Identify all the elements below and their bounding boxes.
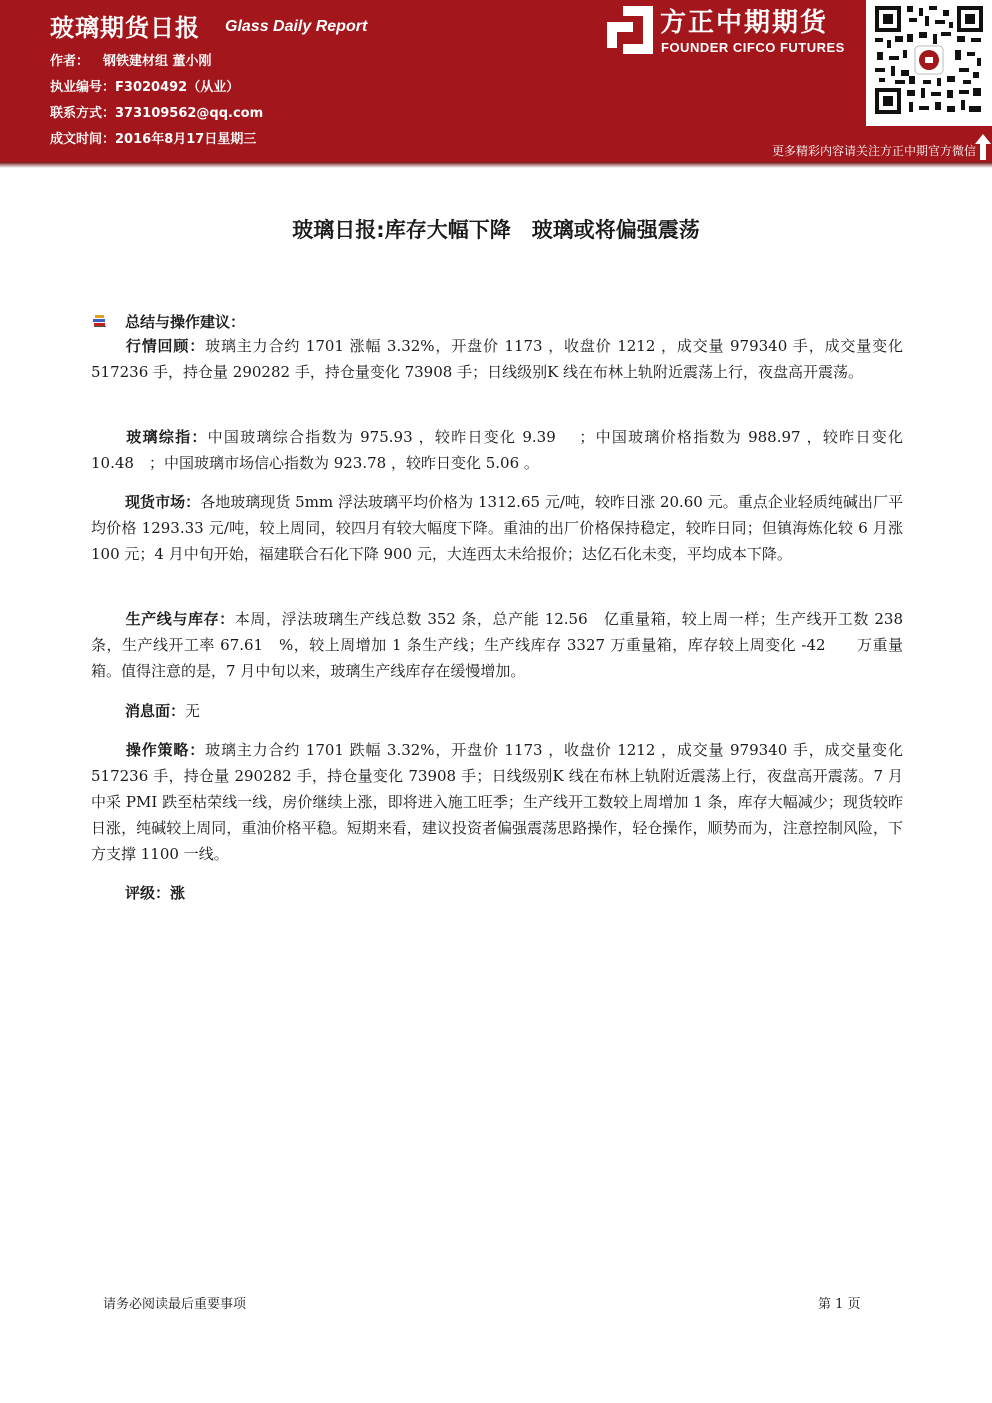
paragraph-label: 生产线与库存： [125, 610, 235, 628]
section-heading-text: 总结与操作建议： [125, 313, 246, 331]
footer-notice: 请务必阅读最后重要事项 [103, 1297, 247, 1312]
paragraph-text: 无 [185, 702, 201, 720]
report-title: 玻璃期货日报 [50, 14, 200, 42]
meta-contact-label: 联系方式： [50, 106, 116, 121]
paragraph-label: 评级： [125, 884, 171, 902]
rating-value: 涨 [170, 884, 186, 902]
meta-license-value: F3020492（从业） [115, 80, 240, 95]
meta-author-value: 钢铁建材组 董小刚 [103, 54, 212, 69]
paragraph-strategy [91, 737, 903, 867]
paragraph-text: 玻璃主力合约 1701 涨幅 3.32%，开盘价 1173 ，收盘价 1212 ，成交量 979340 手，成交量变化 517236 手，持仓量 290282 手，持仓量变化 73908 手；日线级别K 线在布林上轨附近震荡上行，夜盘高开震荡。 [91, 337, 903, 381]
paragraph-label: 消息面： [125, 702, 186, 720]
follow-wechat-text: 更多精彩内容请关注方正中期官方微信 [771, 144, 976, 158]
paragraph-label: 行情回顾： [125, 337, 206, 355]
books-icon [92, 314, 108, 328]
page-number: 第 1 页 [818, 1297, 861, 1312]
paragraph-label: 现货市场： [125, 493, 201, 511]
brand-name-cn: 方正中期期货 [660, 8, 829, 38]
meta-date-label: 成文时间： [50, 132, 116, 147]
meta-author [50, 52, 212, 72]
up-arrow-icon [974, 133, 992, 161]
brand-name-en: FOUNDER CIFCO FUTURES [661, 40, 845, 55]
section-heading [92, 312, 245, 332]
wechat-qr-code [866, 0, 992, 126]
paragraph-text: 本周，浮法玻璃生产线总数 352 条，总产能 12.56 亿重量箱，较上周一样；生产线开工数 238 条，生产线开工率 67.61 %，较上周增加 1 条生产线；生产线库存 3327 万重量箱，库存较上周变化 -42 万重量箱。值得注意的是，7 月中旬以来，玻璃生产线库存在缓慢增加。 [91, 610, 919, 680]
report-header [0, 0, 992, 162]
paragraph-market-review [91, 333, 903, 385]
paragraph-news [91, 698, 903, 724]
paragraph-label: 操作策略： [125, 741, 206, 759]
meta-date [50, 130, 256, 150]
report-title-en: Glass Daily Report [225, 18, 368, 35]
paragraph-production-inventory [91, 606, 919, 684]
meta-contact-value[interactable]: 373109562@qq.com [115, 106, 264, 121]
paragraph-text: 玻璃主力合约 1701 跌幅 3.32%，开盘价 1173 ，收盘价 1212 ，成交量 979340 手，成交量变化 517236 手，持仓量 290282 手，持仓量变化 73908 手；日线级别K 线在布林上轨附近震荡上行，夜盘高开震荡。7 月中采 PMI 跌至枯荣线一线，房价继续上涨，即将进入施工旺季；生产线开工数较上周增加 1 条，库存大幅减少；现货较昨日涨，纯碱较上周同，重油价格平稳。短期来看，建议投资者偏强震荡思路操作，轻仓操作，顺势而为，注意控制风险，下方支撑 1100 一线。 [91, 741, 903, 863]
paragraph-text: 中国玻璃综合指数为 975.93 ，较昨日变化 9.39 ；中国玻璃价格指数为 988.97 ，较昨日变化 10.48 ；中国玻璃市场信心指数为 923.78 ，较昨日变化 5.06 。 [91, 428, 903, 472]
header-divider [0, 162, 992, 168]
meta-author-label: 作者： [50, 54, 90, 69]
paragraph-rating [91, 880, 903, 906]
paragraph-label: 玻璃综指： [125, 428, 208, 446]
paragraph-text: 各地玻璃现货 5mm 浮法玻璃平均价格为 1312.65 元/吨，较昨日涨 20.60 元。重点企业轻质纯碱出厂平均价格 1293.33 元/吨，较上周同，较四月有较大幅度下降。重油的出厂价格保持稳定，较昨日同；但镇海炼化较 6 月涨 100 元；4 月中旬开始，福建联合石化下降 900 元，大连西太未给报价；达亿石化未变，平均成本下降。 [91, 493, 903, 563]
qr-code-icon [873, 4, 985, 116]
meta-contact [50, 104, 263, 124]
paragraph-spot-market [91, 489, 903, 567]
document-title: 玻璃日报:库存大幅下降 玻璃或将偏强震荡 [292, 218, 700, 242]
meta-license-label: 执业编号： [50, 80, 116, 95]
founder-logo-icon [603, 4, 655, 56]
paragraph-glass-index [91, 424, 903, 476]
meta-date-value: 2016年8月17日星期三 [115, 132, 257, 147]
meta-license [50, 78, 239, 98]
